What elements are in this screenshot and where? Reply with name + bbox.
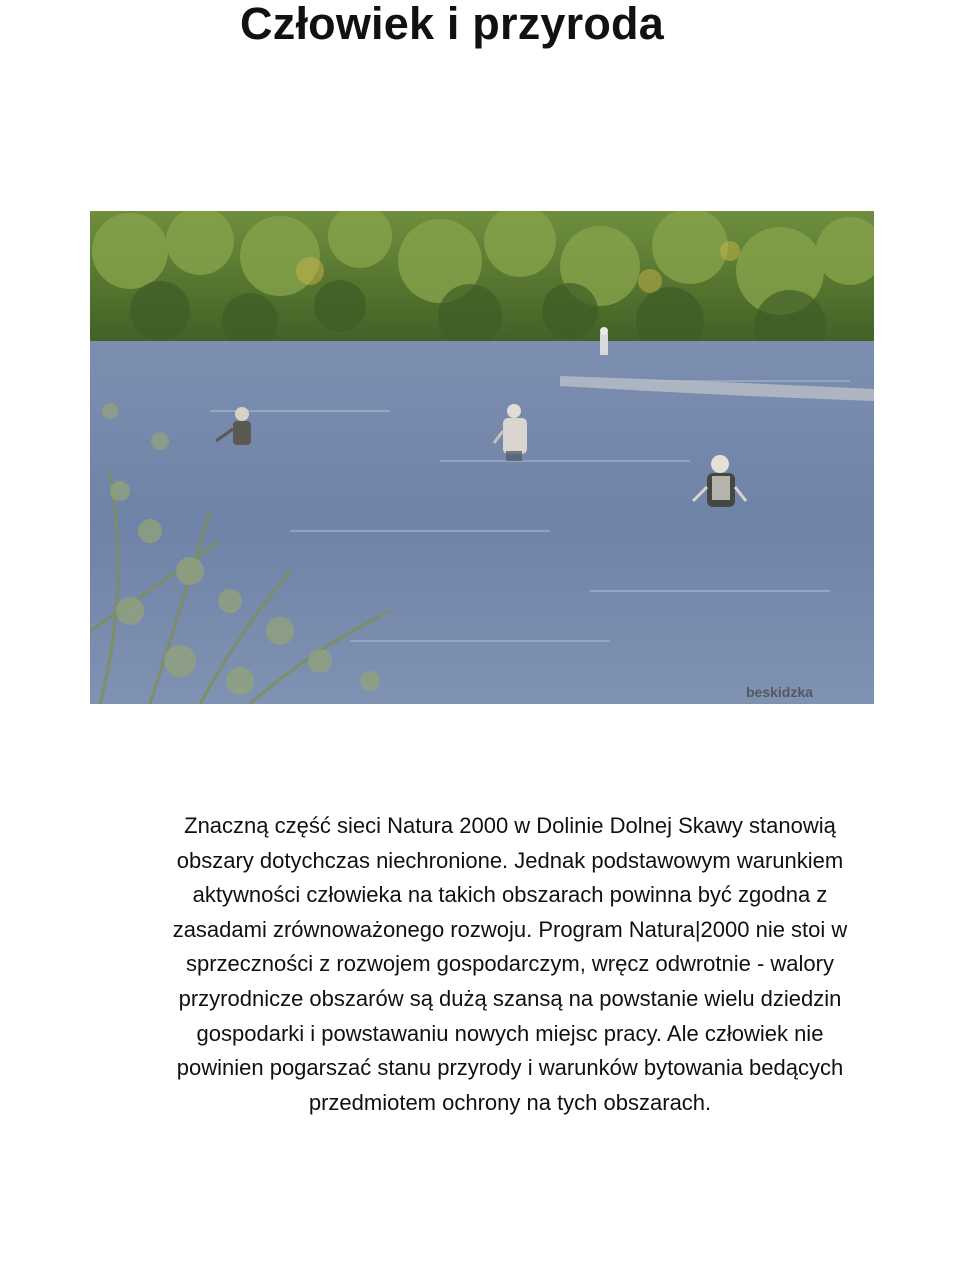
page-title: Człowiek i przyroda <box>240 0 664 49</box>
body-line-8: powinien pogarszać stanu przyrody i warunków bytowania bedących <box>176 1055 844 1081</box>
body-paragraph <box>100 809 920 1120</box>
photo-watermark: beskidzka <box>746 684 813 700</box>
body-line-3: aktywności człowieka na takich obszarach powinna być zgodna z <box>192 882 828 908</box>
body-line-6: przyrodnicze obszarów są dużą szansą na powstanie wielu dziedzin <box>178 985 842 1011</box>
body-line-9: przedmiotem ochrony na tych obszarach. <box>308 1089 712 1115</box>
river-anglers-photo <box>90 211 874 704</box>
body-line-2: obszary dotychczas niechronione. Jednak podstawowym warunkiem <box>176 847 844 873</box>
body-line-5: sprzeczności z rozwojem gospodarczym, wręcz odwrotnie - walory <box>186 951 834 977</box>
body-line-4: zasadami zrównoważonego rozwoju. Program Natura|2000 nie stoi w <box>172 916 848 942</box>
body-line-1: Znaczną część sieci Natura 2000 w Dolinie Dolnej Skawy stanowią <box>184 813 836 838</box>
body-line-7: gospodarki i powstawaniu nowych miejsc pracy. Ale człowiek nie <box>196 1020 824 1046</box>
angler-figure-far <box>600 327 608 355</box>
